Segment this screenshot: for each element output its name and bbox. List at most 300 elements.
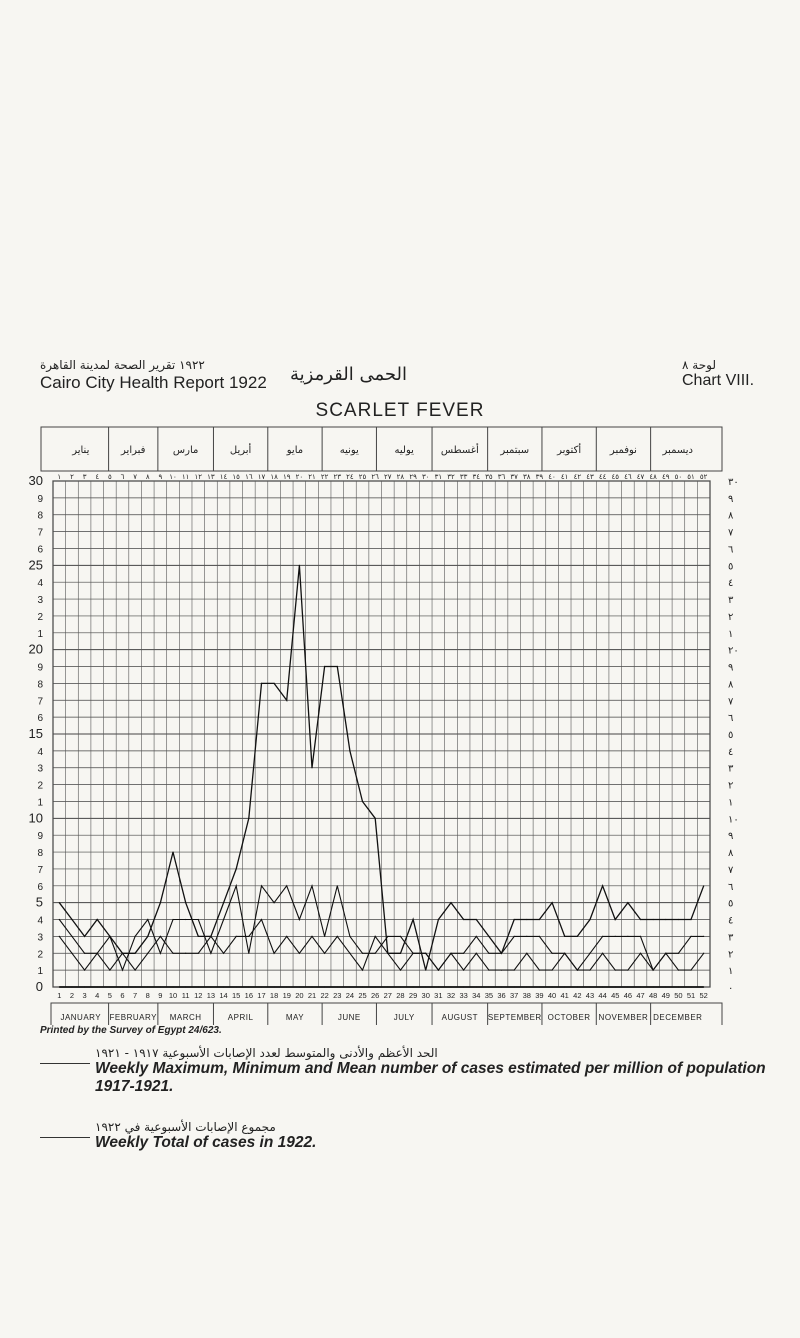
series-1-point <box>438 919 439 920</box>
y-tick-label-right: ٢ <box>728 611 734 623</box>
series-4-point <box>450 986 451 987</box>
series-4-point <box>412 986 413 987</box>
series-2-point <box>615 970 616 971</box>
x-tick-label-top: ١٨ <box>270 473 278 481</box>
series-1-point <box>147 936 148 937</box>
header-left <box>40 358 267 393</box>
series-2-point <box>690 970 691 971</box>
y-tick-label-right: ٧ <box>728 527 734 539</box>
y-tick-label-left: 10 <box>28 810 43 826</box>
x-tick-label-bottom: 35 <box>484 991 494 1000</box>
series-1-point <box>463 919 464 920</box>
series-4-point <box>286 986 287 987</box>
x-tick-label-top: ١٥ <box>232 473 240 481</box>
series-2-point <box>589 970 590 971</box>
series-1-point <box>311 767 312 768</box>
series-1-point <box>564 936 565 937</box>
x-tick-label-bottom: 26 <box>371 991 380 1000</box>
x-tick-label-top: ٤٥ <box>611 473 620 481</box>
series-4-point <box>97 986 98 987</box>
series-2-point <box>337 936 338 937</box>
x-tick-label-bottom: 2 <box>69 991 75 1000</box>
y-tick-label-right: ٩ <box>728 493 734 505</box>
series-4-point <box>665 986 666 987</box>
y-tick-label-left: 6 <box>37 881 43 893</box>
x-tick-label-top: ٢١ <box>308 473 316 481</box>
y-tick-label-right: ٦ <box>728 881 734 893</box>
series-2-point <box>539 970 540 971</box>
x-tick-label-bottom: 16 <box>244 991 254 1000</box>
x-tick-label-bottom: 24 <box>345 991 355 1000</box>
legend-2-text: Weekly Total of cases in 1922. <box>95 1134 317 1151</box>
x-tick-label-bottom: 31 <box>434 991 443 1000</box>
series-3-point <box>172 919 173 920</box>
series-4-point <box>387 986 388 987</box>
y-tick-label-left: 30 <box>28 473 43 488</box>
series-2-point <box>463 970 464 971</box>
series-2-point <box>84 970 85 971</box>
series-1-point <box>400 953 401 954</box>
x-tick-label-bottom: 33 <box>459 991 468 1000</box>
series-4-point <box>577 986 578 987</box>
series-1-point <box>665 919 666 920</box>
y-tick-label-left: 3 <box>37 595 43 607</box>
month-label: JUNE <box>337 1013 361 1022</box>
series-4-point <box>627 986 628 987</box>
x-tick-label-top: ٤٧ <box>636 473 645 481</box>
y-tick-label-right: ٣ <box>728 763 734 775</box>
x-tick-label-top: ١٩ <box>282 473 291 481</box>
x-tick-label-top: ١ <box>57 473 62 481</box>
series-2-point <box>703 953 704 954</box>
series-3-point <box>122 970 123 971</box>
x-tick-label-bottom: 13 <box>206 991 216 1000</box>
month-label-arabic: أبريل <box>229 445 252 456</box>
series-1-point <box>450 902 451 903</box>
series-4-point <box>551 986 552 987</box>
series-1-point <box>198 936 199 937</box>
series-1-point <box>337 666 338 667</box>
y-tick-label-left: 4 <box>37 578 43 590</box>
series-3-point <box>59 919 60 920</box>
y-tick-label-right: ٦ <box>728 713 734 725</box>
month-label-arabic: مارس <box>172 445 199 456</box>
series-3-point <box>551 953 552 954</box>
series-4-point <box>261 986 262 987</box>
series-3-point <box>463 953 464 954</box>
y-tick-label-left: 0 <box>35 979 43 994</box>
series-3-point <box>425 953 426 954</box>
x-tick-label-top: ٧ <box>133 473 138 481</box>
series-4-point <box>615 986 616 987</box>
series-4-point <box>362 986 363 987</box>
x-tick-label-bottom: 9 <box>158 991 163 1000</box>
series-1-point <box>589 919 590 920</box>
chart-title: SCARLET FEVER <box>315 400 485 421</box>
series-4-point <box>109 986 110 987</box>
series-3-point <box>476 936 477 937</box>
y-tick-label-left: 7 <box>37 696 43 708</box>
series-3-point <box>311 885 312 886</box>
x-tick-label-bottom: 19 <box>282 991 291 1000</box>
y-tick-label-left: 8 <box>37 510 43 522</box>
y-tick-label-left: 4 <box>37 915 43 927</box>
x-tick-label-top: ٣٣ <box>459 473 468 481</box>
x-tick-label-top: ٣٧ <box>510 473 518 481</box>
legend-line-sample-1 <box>40 1063 90 1064</box>
x-tick-label-top: ١١ <box>181 473 190 481</box>
x-tick-label-top: ١٦ <box>245 473 253 481</box>
series-4-point <box>514 986 515 987</box>
month-label-arabic: مايو <box>286 445 304 456</box>
x-tick-label-bottom: 34 <box>472 991 481 1000</box>
x-tick-label-top: ٢ <box>70 473 74 481</box>
x-tick-label-bottom: 17 <box>257 991 266 1000</box>
series-4-point <box>703 986 704 987</box>
y-tick-label-left: 4 <box>37 746 43 758</box>
x-tick-label-top: ٢٢ <box>320 473 329 481</box>
x-tick-label-top: ٢٩ <box>409 473 417 481</box>
series-3-point <box>501 953 502 954</box>
y-tick-label-right: ٩ <box>728 831 734 843</box>
x-tick-label-bottom: 45 <box>611 991 620 1000</box>
series-3-point <box>375 953 376 954</box>
x-tick-label-bottom: 44 <box>598 991 607 1000</box>
y-tick-label-right: ٥ <box>728 561 734 573</box>
y-tick-label-right: ٩ <box>728 662 734 674</box>
x-tick-label-top: ٣١ <box>434 473 443 481</box>
series-3-point <box>577 970 578 971</box>
series-1-point <box>135 953 136 954</box>
series-3-point <box>223 919 224 920</box>
y-tick-label-left: 1 <box>37 966 43 978</box>
y-tick-label-left: 8 <box>37 848 43 860</box>
x-tick-label-bottom: 39 <box>535 991 544 1000</box>
report-title-arabic: ١٩٢٢ تقرير الصحة لمدينة القاهرة <box>40 358 205 372</box>
x-tick-label-bottom: 14 <box>219 991 228 1000</box>
series-3-point <box>147 919 148 920</box>
series-3-point <box>274 902 275 903</box>
x-tick-label-top: ١٧ <box>257 473 266 481</box>
series-1-point <box>362 801 363 802</box>
series-1-point <box>97 919 98 920</box>
series-2-point <box>526 953 527 954</box>
series-1-point <box>59 902 60 903</box>
y-tick-label-left: 2 <box>37 780 43 792</box>
series-4-point <box>122 986 123 987</box>
x-tick-label-bottom: 50 <box>674 991 683 1000</box>
series-2-point <box>59 936 60 937</box>
series-3-point <box>640 936 641 937</box>
series-1-point <box>577 936 578 937</box>
month-label: MAY <box>285 1013 305 1022</box>
y-tick-label-left: 5 <box>35 894 43 910</box>
series-4-point <box>198 986 199 987</box>
series-3-point <box>564 953 565 954</box>
series-4-point <box>135 986 136 987</box>
series-2-point <box>261 919 262 920</box>
series-4-point <box>172 986 173 987</box>
month-label: AUGUST <box>441 1013 479 1022</box>
series-4-point <box>476 986 477 987</box>
x-tick-label-top: ٥٠ <box>674 473 683 481</box>
series-3-point <box>349 936 350 937</box>
series-2-point <box>501 970 502 971</box>
series-4-point <box>501 986 502 987</box>
series-3-point <box>210 953 211 954</box>
month-label-arabic: فبراير <box>121 445 146 456</box>
legend-line-sample-2 <box>40 1137 90 1138</box>
series-1-point <box>71 919 72 920</box>
series-4-point <box>84 986 85 987</box>
y-tick-label-right: ٦ <box>728 544 734 556</box>
series-1-point <box>690 919 691 920</box>
series-2-point <box>223 953 224 954</box>
series-1-point <box>678 919 679 920</box>
series-4-point <box>400 986 401 987</box>
series-1-point <box>286 700 287 701</box>
x-tick-label-top: ٤٣ <box>586 473 594 481</box>
series-1-point <box>160 902 161 903</box>
series-2-point <box>514 970 515 971</box>
series-4-point <box>375 986 376 987</box>
series-4-point <box>71 986 72 987</box>
y-tick-label-right: ٤ <box>728 578 734 590</box>
series-1-point <box>236 868 237 869</box>
x-tick-label-bottom: 38 <box>522 991 531 1000</box>
series-4-point <box>324 986 325 987</box>
x-tick-label-bottom: 3 <box>82 991 87 1000</box>
month-label: FEBRUARY <box>109 1013 157 1022</box>
month-label: JANUARY <box>60 1013 102 1022</box>
y-tick-label-right: ٥ <box>728 730 734 741</box>
y-tick-label-right: ١ <box>728 797 734 809</box>
scarlet-fever-chart <box>0 425 800 1025</box>
y-tick-label-right: ٤ <box>728 746 734 758</box>
x-tick-label-bottom: 40 <box>547 991 557 1000</box>
series-4-point <box>59 986 60 987</box>
y-tick-label-left: 1 <box>37 628 43 640</box>
y-tick-label-right: ٠ <box>728 983 734 994</box>
month-label-arabic: أكتوبر <box>557 445 582 456</box>
series-2-point <box>488 970 489 971</box>
x-tick-label-top: ٨ <box>145 473 150 481</box>
series-3-point <box>678 953 679 954</box>
series-1-point <box>324 666 325 667</box>
series-4-point <box>236 986 237 987</box>
series-3-point <box>387 936 388 937</box>
series-3-point <box>514 936 515 937</box>
chart-title-arabic: الحمى القرمزية <box>290 364 407 385</box>
y-tick-label-left: 2 <box>37 611 43 623</box>
x-tick-label-bottom: 36 <box>497 991 506 1000</box>
y-tick-label-right: ٧ <box>728 864 734 876</box>
series-3-point <box>84 953 85 954</box>
x-tick-label-bottom: 18 <box>269 991 279 1000</box>
series-3-point <box>400 936 401 937</box>
series-1-point <box>526 919 527 920</box>
month-label-arabic: نوفمبر <box>609 445 637 456</box>
y-tick-label-right: ٨ <box>728 510 734 522</box>
series-4-point <box>337 986 338 987</box>
series-3-point <box>71 936 72 937</box>
x-tick-label-top: ٤ <box>95 473 100 481</box>
series-1-point <box>375 818 376 819</box>
y-tick-label-left: 9 <box>37 493 43 505</box>
series-1-point <box>425 970 426 971</box>
series-3-point <box>412 953 413 954</box>
series-2-point <box>375 936 376 937</box>
series-1-point <box>248 818 249 819</box>
x-tick-label-top: ٢٠ <box>295 473 304 481</box>
series-4-point <box>223 986 224 987</box>
month-label-arabic: يوليه <box>394 445 414 456</box>
x-tick-label-bottom: 6 <box>120 991 125 1000</box>
x-tick-label-bottom: 5 <box>107 991 112 1000</box>
month-label-arabic: يناير <box>72 445 90 456</box>
y-tick-label-right: ٨ <box>728 848 734 860</box>
x-tick-label-top: ٥٢ <box>699 473 708 481</box>
x-tick-label-bottom: 12 <box>194 991 203 1000</box>
series-4-point <box>425 986 426 987</box>
series-2-point <box>71 953 72 954</box>
series-3-point <box>627 936 628 937</box>
x-tick-label-top: ٣٢ <box>447 473 455 481</box>
y-tick-label-left: 8 <box>37 679 43 691</box>
series-2-point <box>286 936 287 937</box>
legend-2-arabic: مجموع الإصابات الأسبوعية في ١٩٢٢ <box>95 1120 276 1134</box>
series-2-point <box>311 936 312 937</box>
y-tick-label-right: ٢ <box>728 780 734 792</box>
series-1-point <box>627 902 628 903</box>
x-tick-label-bottom: 21 <box>307 991 317 1000</box>
series-1-point <box>172 851 173 852</box>
y-tick-label-right: ٤ <box>728 915 734 927</box>
series-4-point <box>248 986 249 987</box>
y-tick-label-right: ٣ <box>728 595 734 607</box>
x-tick-label-top: ٢٨ <box>396 473 405 481</box>
y-tick-label-left: 9 <box>37 831 43 843</box>
series-3-point <box>185 919 186 920</box>
chart-number-arabic: لوحة ٨ <box>682 358 716 372</box>
series-3-point <box>248 953 249 954</box>
x-tick-label-top: ٢٦ <box>371 473 379 481</box>
series-4-point <box>564 986 565 987</box>
x-tick-label-bottom: 8 <box>145 991 150 1000</box>
series-2-point <box>160 936 161 937</box>
series-4-point <box>463 986 464 987</box>
series-4-point <box>653 986 654 987</box>
series-4-point <box>539 986 540 987</box>
series-2-point <box>602 953 603 954</box>
series-4-point <box>210 986 211 987</box>
series-2-point <box>248 936 249 937</box>
y-tick-label-right: ٧ <box>728 696 734 708</box>
series-4-point <box>349 986 350 987</box>
x-tick-label-top: ٩ <box>158 473 163 481</box>
y-tick-label-left: 9 <box>37 662 43 674</box>
y-tick-label-right: ٢٠ <box>728 645 739 657</box>
x-tick-label-bottom: 20 <box>295 991 304 1000</box>
y-tick-label-right: ٣٠ <box>728 477 739 488</box>
x-tick-label-top: ٢٥ <box>358 473 367 481</box>
month-label-arabic: سبتمبر <box>500 445 530 456</box>
series-1-point <box>349 750 350 751</box>
series-3-point <box>109 936 110 937</box>
series-4-point <box>526 986 527 987</box>
series-1-point <box>653 919 654 920</box>
y-tick-label-right: ٨ <box>728 679 734 691</box>
y-tick-label-left: 3 <box>37 763 43 775</box>
x-tick-label-bottom: 22 <box>320 991 329 1000</box>
series-3-point <box>665 953 666 954</box>
series-3-point <box>286 885 287 886</box>
x-tick-label-top: ١٣ <box>207 473 215 481</box>
month-label: NOVEMBER <box>598 1013 649 1022</box>
y-tick-label-left: 7 <box>37 527 43 539</box>
series-2-point <box>135 970 136 971</box>
series-2-point <box>476 953 477 954</box>
legend-1-arabic: الحد الأعظم والأدنى والمتوسط لعدد الإصابات الأسبوعية ١٩١٧ - ١٩٢١ <box>95 1046 438 1060</box>
series-4-point <box>299 986 300 987</box>
series-1-point <box>703 885 704 886</box>
series-1-point <box>299 565 300 566</box>
series-3-point <box>703 936 704 937</box>
month-label: OCTOBER <box>547 1013 591 1022</box>
y-tick-label-left: 1 <box>37 797 43 809</box>
series-4-point <box>589 986 590 987</box>
series-1-point <box>476 919 477 920</box>
y-tick-label-right: ١ <box>728 628 734 640</box>
series-4-point <box>678 986 679 987</box>
series-1-point <box>274 683 275 684</box>
y-tick-label-right: ٣ <box>728 932 734 944</box>
series-3-point <box>160 953 161 954</box>
series-2-point <box>551 970 552 971</box>
series-4-point <box>438 986 439 987</box>
series-4-point <box>640 986 641 987</box>
y-tick-label-left: 6 <box>37 713 43 725</box>
month-label: MARCH <box>169 1013 202 1022</box>
header-right <box>682 358 754 390</box>
x-tick-label-bottom: 48 <box>648 991 658 1000</box>
x-tick-label-bottom: 28 <box>396 991 405 1000</box>
series-4-point <box>147 986 148 987</box>
series-1-point <box>539 919 540 920</box>
month-label: DECEMBER <box>653 1013 703 1022</box>
series-1-point <box>551 902 552 903</box>
series-4-point <box>185 986 186 987</box>
month-label: JULY <box>393 1013 415 1022</box>
series-2-point <box>400 970 401 971</box>
x-tick-label-bottom: 46 <box>623 991 633 1000</box>
series-3-point <box>526 936 527 937</box>
series-4-point <box>274 986 275 987</box>
series-3-point <box>198 919 199 920</box>
series-1-point <box>488 936 489 937</box>
series-1-point <box>412 919 413 920</box>
y-tick-label-left: 2 <box>37 949 43 961</box>
x-tick-label-bottom: 25 <box>358 991 367 1000</box>
series-3-point <box>362 953 363 954</box>
series-3-point <box>97 953 98 954</box>
series-3-point <box>438 970 439 971</box>
x-tick-label-bottom: 11 <box>181 991 190 1000</box>
x-tick-label-top: ٣٤ <box>472 473 481 481</box>
x-tick-label-top: ٤٢ <box>573 473 582 481</box>
series-3-point <box>615 936 616 937</box>
x-tick-label-bottom: 10 <box>168 991 178 1000</box>
